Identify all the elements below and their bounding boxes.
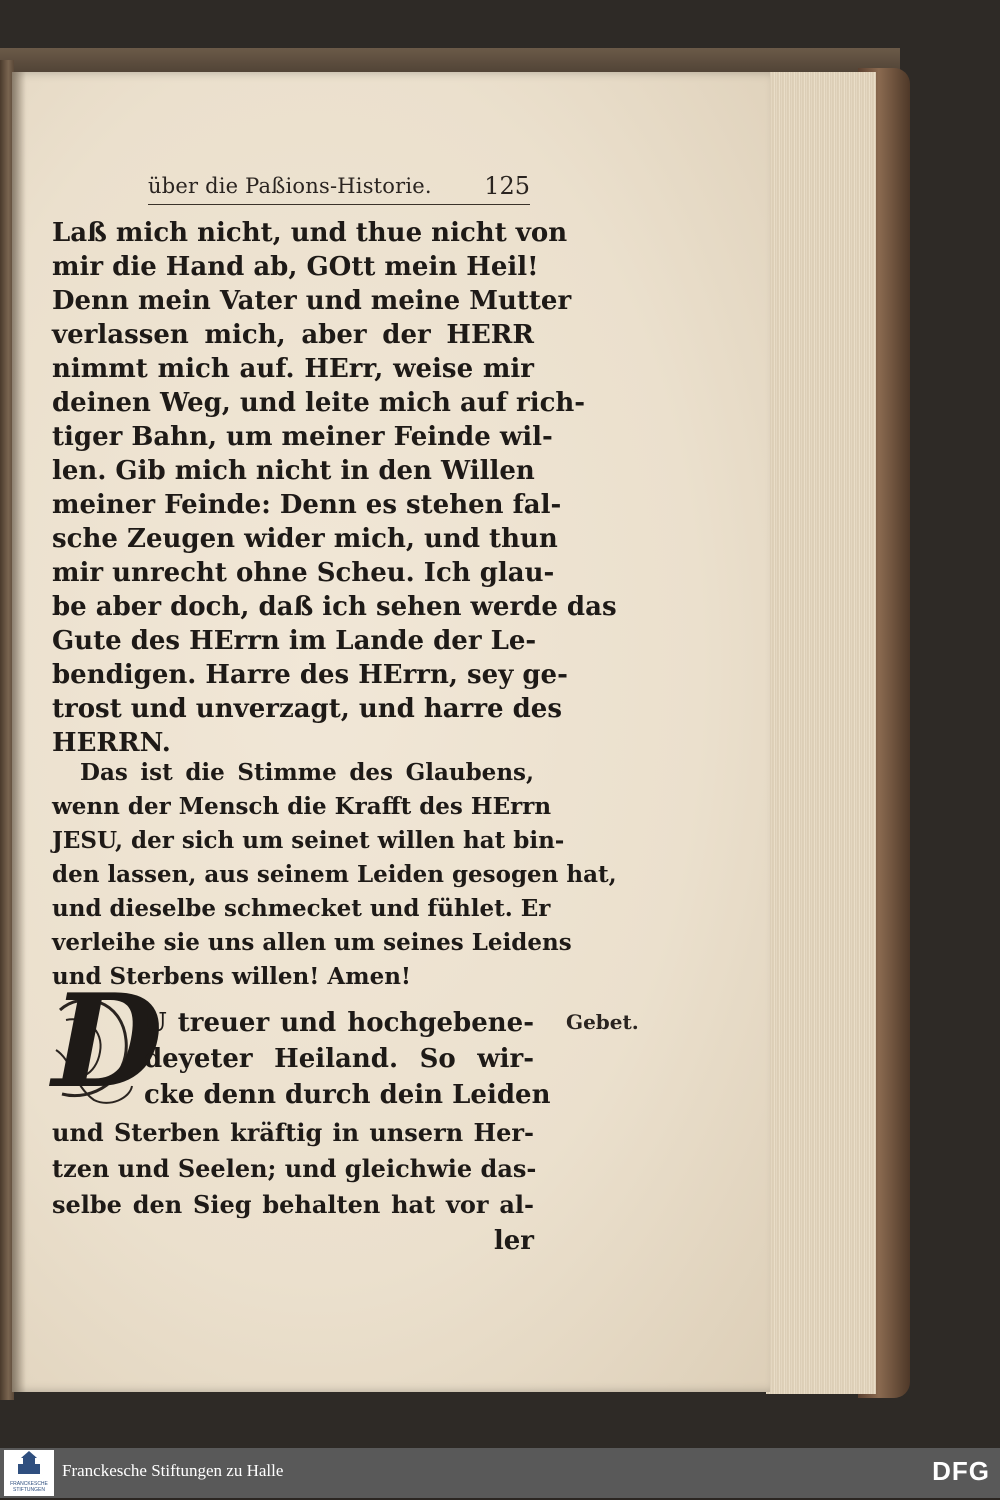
text-line: ler bbox=[493, 1226, 534, 1256]
footer-institution-name: Franckesche Stiftungen zu Halle bbox=[62, 1461, 284, 1480]
text-line: tzen und Seelen; und gleichwie das- bbox=[52, 1154, 537, 1183]
page-header bbox=[148, 170, 530, 210]
viewer-footer bbox=[0, 1448, 1000, 1498]
text-line: deinen Weg, und leite mich auf rich- bbox=[52, 388, 586, 418]
text-line: mir unrecht ohne Scheu. Ich glau- bbox=[52, 558, 555, 588]
page-fore-edge bbox=[766, 72, 876, 1394]
text-line: nimmt mich auf. HErr, weise mir bbox=[52, 354, 534, 384]
text-line: Laß mich nicht, und thue nicht von bbox=[52, 218, 568, 248]
text-line: deyeter Heiland. So wir- bbox=[144, 1044, 534, 1074]
text-line: verlassen mich, aber der HERR bbox=[52, 320, 534, 350]
text-line: und Sterbens willen! Amen! bbox=[52, 963, 412, 990]
text-line: und dieselbe schmecket und fühlet. Er bbox=[52, 895, 551, 922]
text-line: be aber doch, daß ich sehen werde das bbox=[52, 592, 617, 622]
page-number: 125 bbox=[484, 172, 530, 200]
text-line: Das ist die Stimme des Glaubens, bbox=[80, 759, 534, 786]
text-line: Denn mein Vater und meine Mutter bbox=[52, 286, 572, 316]
franckesche-stiftungen-logo bbox=[4, 1450, 54, 1496]
text-line: cke denn durch dein Leiden bbox=[144, 1080, 551, 1110]
text-line: Gute des HErrn im Lande der Le- bbox=[52, 626, 537, 656]
text-line: den lassen, aus seinem Leiden gesogen hat, bbox=[52, 861, 617, 888]
logo-lettering: FRANCKESCHE bbox=[10, 1481, 48, 1487]
text-line: len. Gib mich nicht in den Willen bbox=[52, 456, 535, 486]
running-title: über die Paßions-Historie. bbox=[148, 174, 432, 198]
dfg-logo: DFG bbox=[932, 1456, 990, 1486]
page-gutter-shadow bbox=[12, 72, 26, 1392]
text-line: verleihe sie uns allen um seines Leidens bbox=[52, 929, 572, 956]
text-line: trost und unverzagt, und harre des bbox=[52, 694, 562, 724]
text-line: tiger Bahn, um meiner Feinde wil- bbox=[52, 422, 553, 452]
text-line: bendigen. Harre des HErrn, sey ge- bbox=[52, 660, 568, 690]
drop-cap-initial bbox=[52, 967, 163, 1117]
logo-lettering: STIFTUNGEN bbox=[13, 1487, 45, 1493]
text-line: U treuer und hochgebene- bbox=[144, 1008, 534, 1038]
margin-note: Gebet. bbox=[566, 1010, 639, 1034]
text-line: wenn der Mensch die Krafft des HErrn bbox=[52, 793, 552, 820]
text-line: selbe den Sieg behalten hat vor al- bbox=[52, 1190, 534, 1219]
text-line: meiner Feinde: Denn es stehen fal- bbox=[52, 490, 562, 520]
text-line: mir die Hand ab, GOtt mein Heil! bbox=[52, 252, 539, 282]
text-line: HERRN. bbox=[52, 728, 171, 758]
text-line: JESU, der sich um seinet willen hat bin- bbox=[52, 827, 565, 854]
header-rule bbox=[148, 204, 530, 205]
text-line: sche Zeugen wider mich, und thun bbox=[52, 524, 558, 554]
drop-cap-letter: D bbox=[52, 967, 163, 1117]
institution-logo-icon bbox=[4, 1450, 54, 1496]
text-line: und Sterben kräftig in unsern Her- bbox=[52, 1118, 534, 1147]
